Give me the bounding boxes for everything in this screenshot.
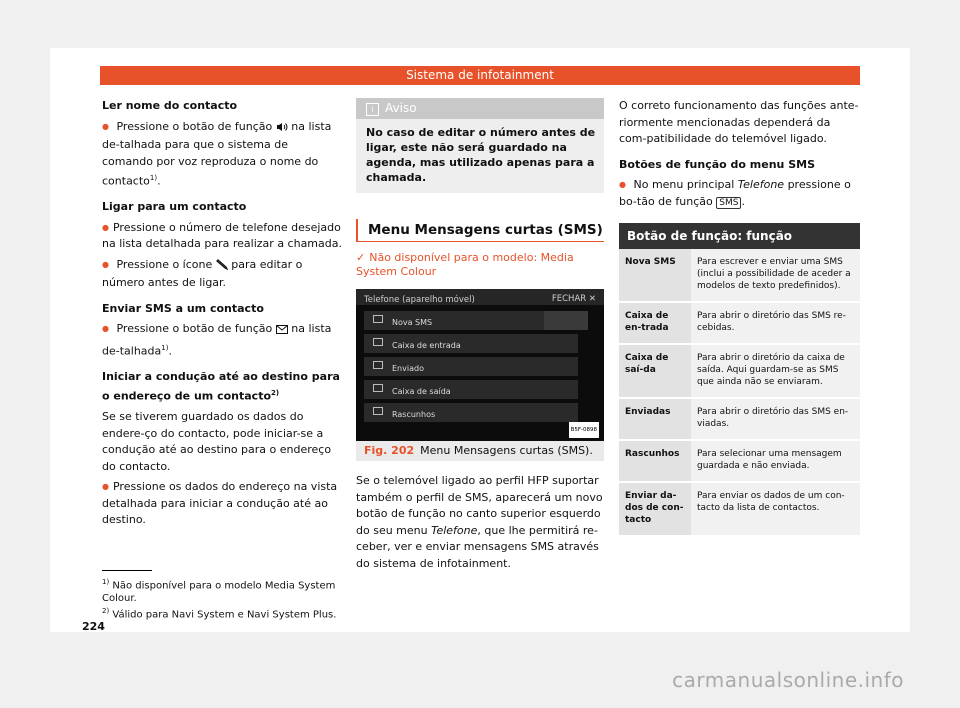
figure-caption: Fig. 202 Menu Mensagens curtas (SMS). xyxy=(356,441,604,461)
figure-code: B5F-0898 xyxy=(569,422,599,439)
table-row: Rascunhos Para selecionar uma mensagem guardada e não enviada. xyxy=(619,440,860,482)
column-1 xyxy=(102,98,342,529)
screen-item-inbox: Caixa de entrada xyxy=(364,334,578,353)
pencil-icon xyxy=(216,259,228,276)
bullet-navigate: ● Pressione os dados do endereço na vista detalhada para iniciar a condução até ao destino. xyxy=(102,479,342,529)
aviso-header: i Aviso xyxy=(356,98,604,119)
column-3 xyxy=(619,98,860,537)
table-row: Caixa de en-trada Para abrir o diretório das SMS re-cebidas. xyxy=(619,302,860,344)
envelope-icon xyxy=(276,323,288,340)
envelope-icon xyxy=(373,315,383,323)
speaker-icon xyxy=(276,121,288,138)
table-row: Enviadas Para abrir o diretório das SMS en-viadas. xyxy=(619,398,860,440)
envelope-icon xyxy=(373,407,383,415)
heading-call-contact: Ligar para um contacto xyxy=(102,200,247,214)
heading-send-sms: Enviar SMS a um contacto xyxy=(102,301,264,315)
envelope-icon xyxy=(373,361,383,369)
availability-note: ✓ Não disponível para o modelo: Media System Colour xyxy=(356,251,574,278)
screen-title: Telefone (aparelho móvel) xyxy=(364,295,475,305)
aviso-text: No caso de editar o número antes de ligar, este não será guardado na agenda, mas utilizado apenas para a chamada. xyxy=(366,126,596,184)
checkmark-icon: ✓ xyxy=(356,251,366,264)
screen-close-button: FECHAR ✕ xyxy=(551,294,596,304)
screen-item-nova-sms: Nova SMS xyxy=(364,311,578,330)
bullet-read-contact: ● Pressione o botão de função na lista de-talhada para que o sistema de comando por voz reproduza o nome do contacto$^{1)}$. xyxy=(102,119,342,191)
paragraph-navigate: Se se tiverem guardado os dados do endere-ço do contacto, pode iniciar-se a condução até ao destino para o endereço do contacto. xyxy=(102,410,332,473)
paragraph-compat: O correto funcionamento das funções ante-riormente mencionadas dependerá da com-patibilidade do telemóvel ligado. xyxy=(619,99,859,145)
section-title-sms: Menu Mensagens curtas (SMS) xyxy=(356,219,604,242)
section-header: Sistema de infotainment xyxy=(100,66,860,85)
screen-item-outbox: Caixa de saída xyxy=(364,380,578,399)
info-icon: i xyxy=(366,103,379,116)
heading-navigate-contact: Iniciar a condução até ao destino para o endereço de um contacto$^{2)}$ xyxy=(102,369,340,403)
bullet-edit-number: ● Pressione o ícone para editar o número antes de ligar. xyxy=(102,257,342,292)
screen-item-drafts: Rascunhos xyxy=(364,403,578,422)
table-row: Enviar da-dos de con-tacto Para enviar os dados de um con-tacto da lista de contactos. xyxy=(619,482,860,536)
bullet-sms-button: ● No menu principal Telefone pressione o bo-tão de função SMS . xyxy=(619,177,860,211)
paragraph-sms-profile: Se o telemóvel ligado ao perfil HFP suportar também o perfil de SMS, aparecerá um novo botão de função no canto superior esquerdo do seu menu Telefone, que lhe permitirá re-ceber, ver e enviar mensagens SMS através do sistema de infotainment. xyxy=(356,474,603,570)
sms-button-label: SMS xyxy=(716,197,741,209)
bullet-send-sms: ● Pressione o botão de função na lista de-talhada$^{1)}$. xyxy=(102,321,342,360)
sms-menu-screenshot xyxy=(356,289,604,441)
bullet-call-number: ● Pressione o número de telefone desejado na lista detalhada para realizar a chamada. xyxy=(102,220,342,253)
watermark: carmanualsonline.info xyxy=(672,668,904,692)
column-2 xyxy=(356,98,604,572)
footnote-2: $^{2)}$ Válido para Navi System e Navi System Plus. xyxy=(102,607,337,621)
footnote-1: $^{1)}$ Não disponível para o modelo Media System Colour. xyxy=(102,578,336,605)
heading-sms-buttons: Botões de função do menu SMS xyxy=(619,157,816,171)
envelope-icon xyxy=(373,338,383,346)
sms-function-table xyxy=(619,223,860,537)
table-row: Nova SMS Para escrever e enviar uma SMS (inclui a possibilidade de aceder a modelos de texto predefinidos). xyxy=(619,249,860,302)
footnote-divider xyxy=(102,570,152,571)
screen-compose-icon xyxy=(544,311,588,330)
aviso-box xyxy=(356,98,604,193)
page-number: 224 xyxy=(82,620,105,633)
heading-read-contact: Ler nome do contacto xyxy=(102,99,238,112)
screen-item-sent: Enviado xyxy=(364,357,578,376)
envelope-icon xyxy=(373,384,383,392)
table-header: Botão de função: função xyxy=(619,223,860,249)
table-row: Caixa de saí-da Para abrir o diretório da caixa de saída. Aqui guardam-se as SMS que ainda não se enviaram. xyxy=(619,344,860,398)
